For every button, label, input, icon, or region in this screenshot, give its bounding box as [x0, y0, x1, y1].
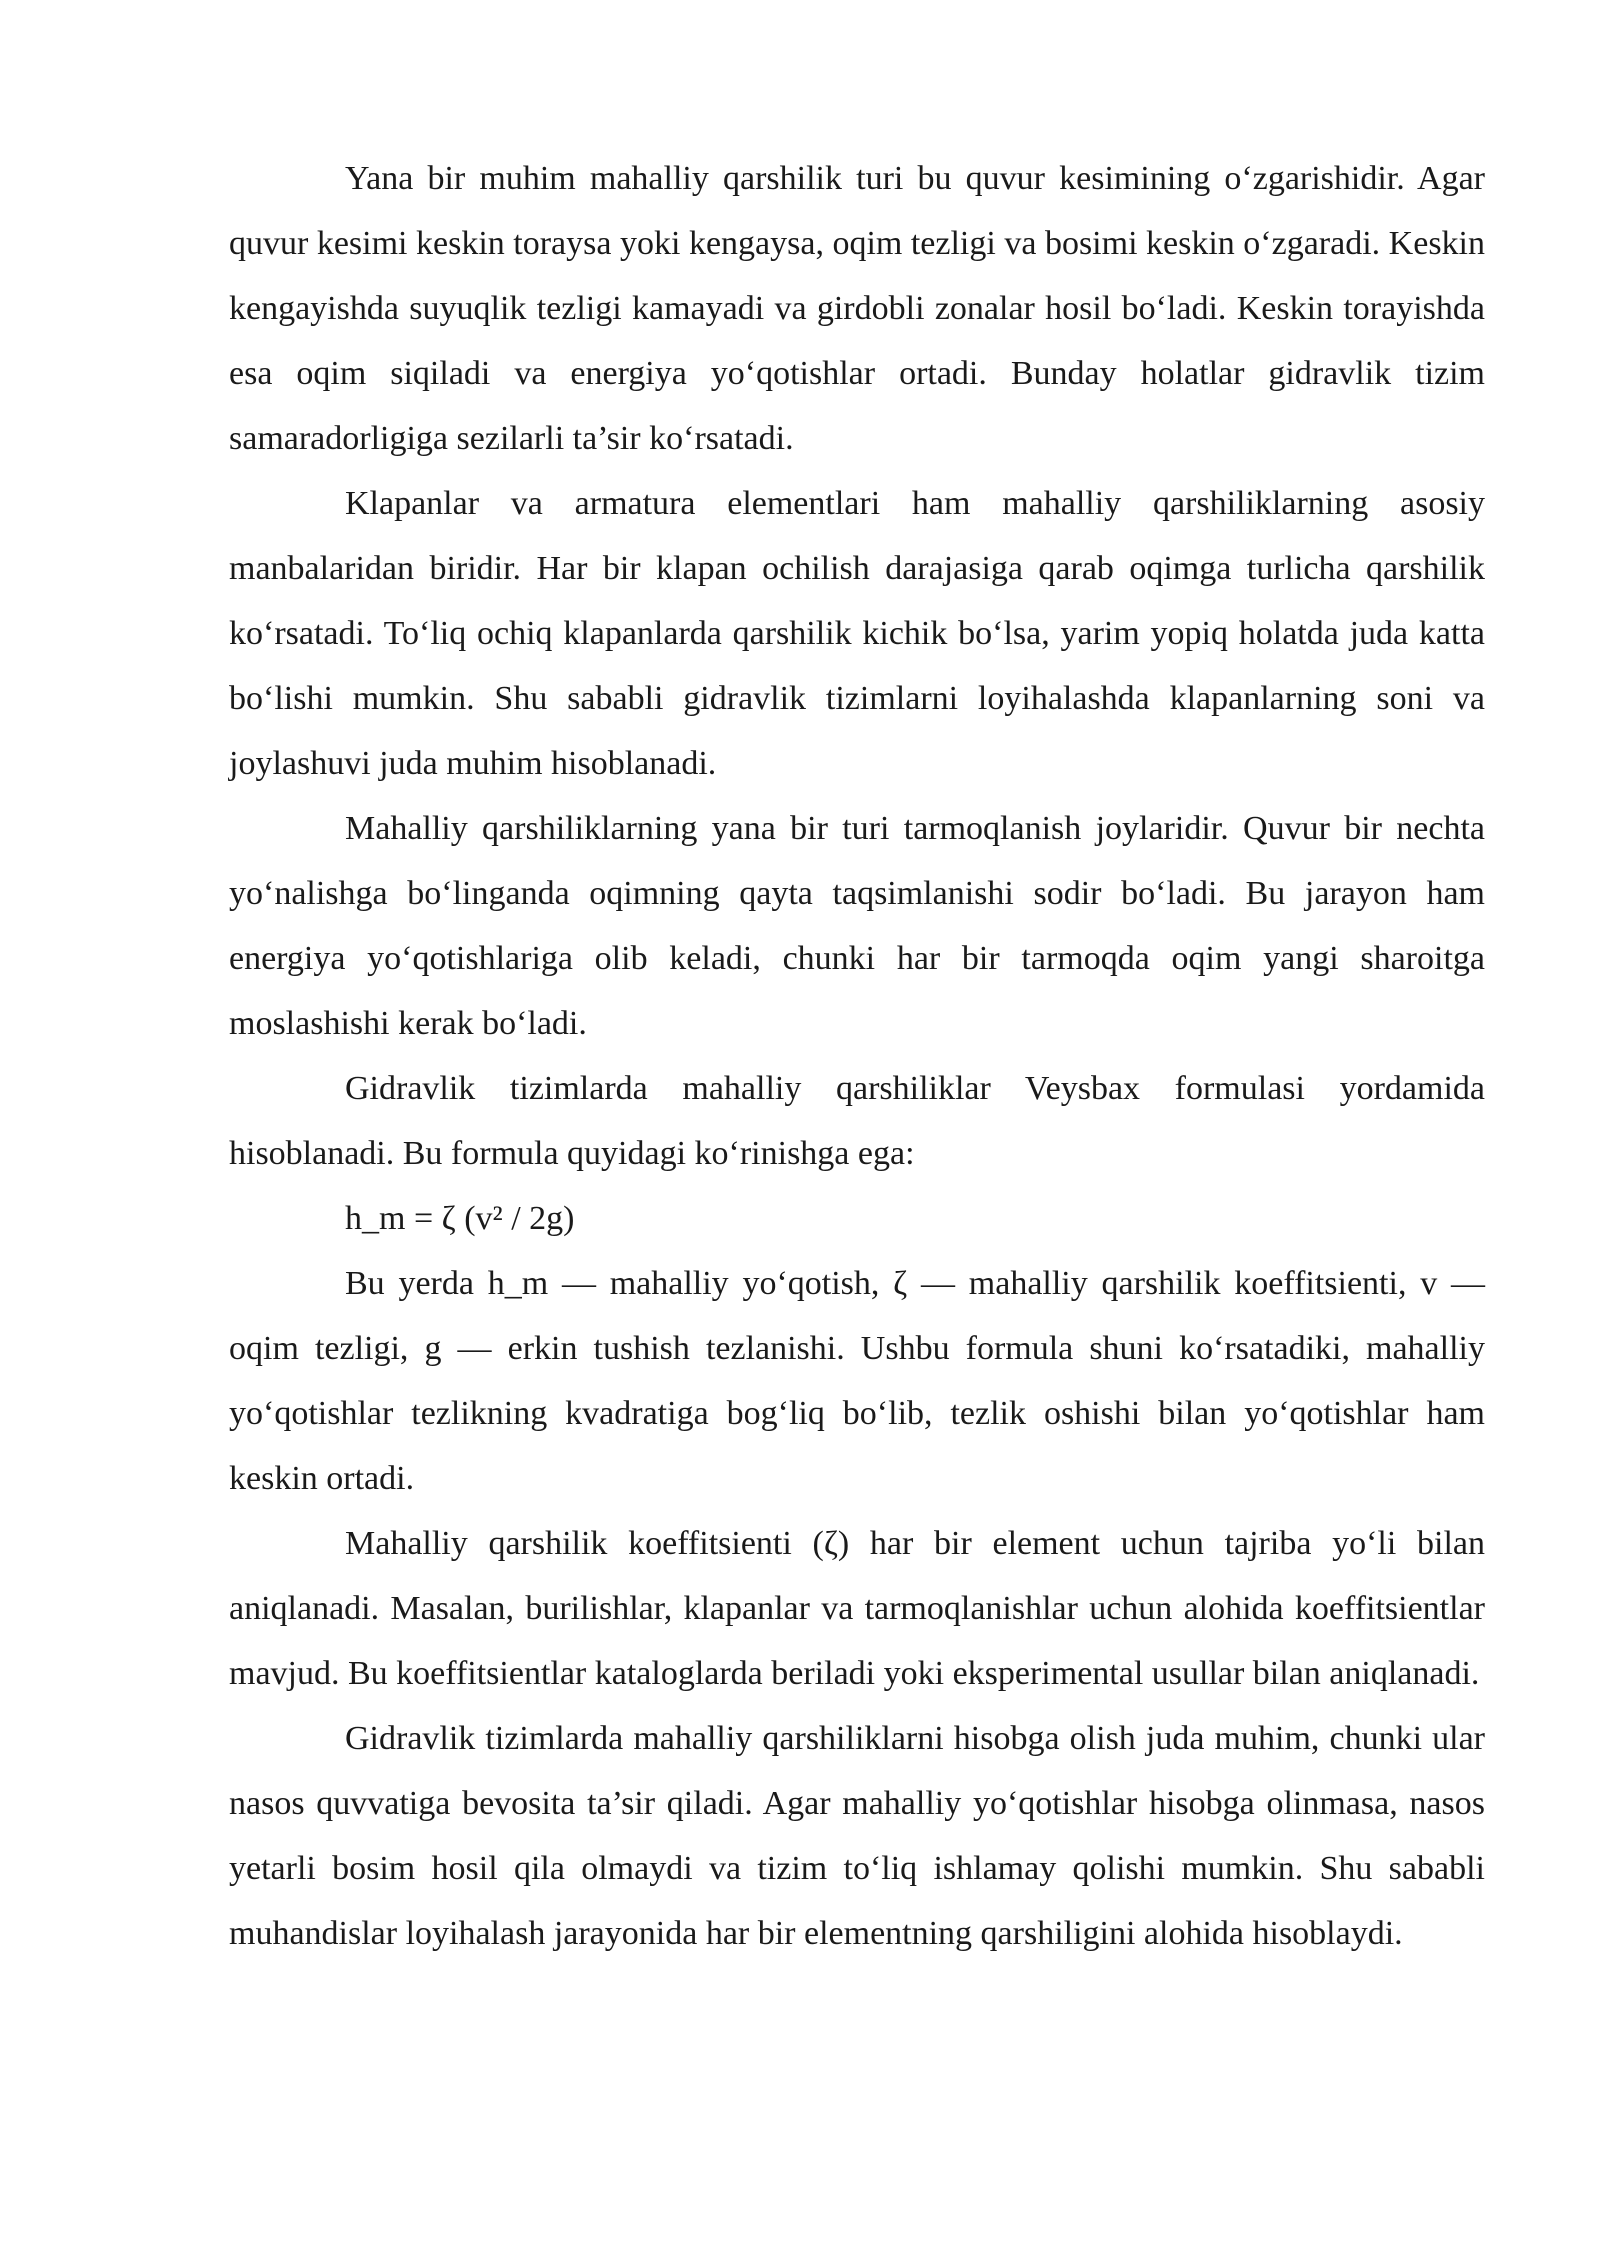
paragraph-formula-explanation: Bu yerda h_m — mahalliy yo‘qotish, ζ — mahalliy qarshilik koeffitsienti, v — oqim tezligi, g — erkin tushish tezlanishi. Ushbu formula shuni ko‘rsatadiki, mahalliy yo‘qotishlar tezlikning kvadratiga bog‘liq bo‘lib, tezlik oshishi bilan yo‘qotishlar ham keskin ortadi.	[229, 1265, 1485, 1497]
paragraph-pump-power: Gidravlik tizimlarda mahalliy qarshiliklarni hisobga olish juda muhim, chunki ular nasos quvvatiga bevosita ta’sir qiladi. Agar mahalliy yo‘qotishlar hisobga olinmasa, nasos yetarli bosim hosil qila olmaydi va tizim to‘liq ishlamay qolishi mumkin. Shu sababli muhandislar loyihalash jarayonida har bir elementning qarshiligini alohida hisoblaydi.	[229, 1720, 1485, 1952]
document-page	[229, 146, 1485, 1966]
weisbach-formula: h_m = ζ (v² / 2g)	[345, 1200, 575, 1237]
paragraph-section-change: Yana bir muhim mahalliy qarshilik turi bu quvur kesimining o‘zgarishidir. Agar quvur kesimi keskin toraysa yoki kengaysa, oqim tezligi va bosimi keskin o‘zgaradi. Keskin kengayishda suyuqlik tezligi kamayadi va girdobli zonalar hosil bo‘ladi. Keskin torayishda esa oqim siqiladi va energiya yo‘qotishlar ortadi. Bunday holatlar gidravlik tizim samaradorligiga sezilarli ta’sir ko‘rsatadi.	[229, 160, 1485, 457]
paragraph-valves: Klapanlar va armatura elementlari ham mahalliy qarshiliklarning asosiy manbalaridan biridir. Har bir klapan ochilish darajasiga qarab oqimga turlicha qarshilik ko‘rsatadi. To‘liq ochiq klapanlarda qarshilik kichik bo‘lsa, yarim yopiq holatda juda katta bo‘lishi mumkin. Shu sababli gidravlik tizimlarni loyihalashda klapanlarning soni va joylashuvi juda muhim hisoblanadi.	[229, 485, 1485, 782]
paragraph-coefficient: Mahalliy qarshilik koeffitsienti (ζ) har bir element uchun tajriba yo‘li bilan aniqlanadi. Masalan, burilishlar, klapanlar va tarmoqlanishlar uchun alohida koeffitsientlar mavjud. Bu koeffitsientlar kataloglarda beriladi yoki eksperimental usullar bilan aniqlanadi.	[229, 1525, 1485, 1692]
paragraph-weisbach-intro: Gidravlik tizimlarda mahalliy qarshiliklar Veysbax formulasi yordamida hisoblanadi. Bu formula quyidagi ko‘rinishga ega:	[229, 1070, 1485, 1172]
paragraph-branching: Mahalliy qarshiliklarning yana bir turi tarmoqlanish joylaridir. Quvur bir nechta yo‘nalishga bo‘linganda oqimning qayta taqsimlanishi sodir bo‘ladi. Bu jarayon ham energiya yo‘qotishlariga olib keladi, chunki har bir tarmoqda oqim yangi sharoitga moslashishi kerak bo‘ladi.	[229, 810, 1485, 1042]
